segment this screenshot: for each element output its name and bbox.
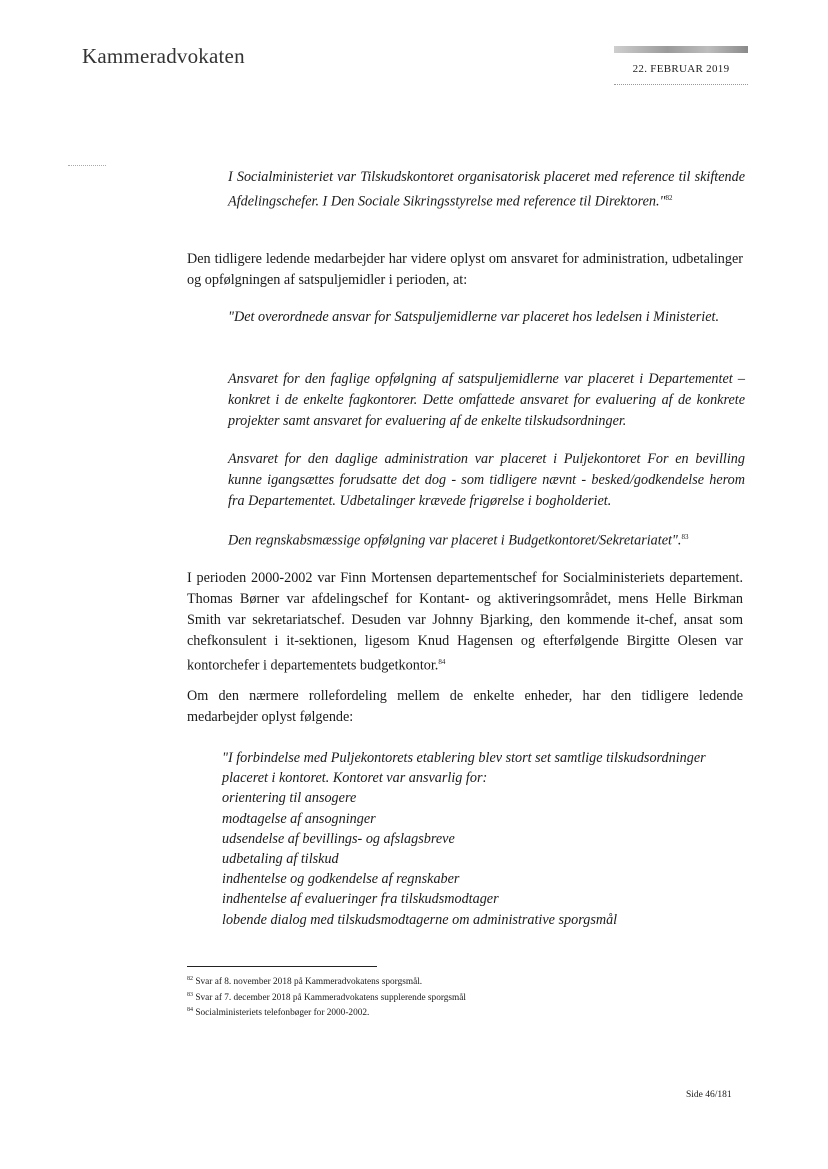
- date-rule: [614, 84, 748, 85]
- quote-2-paragraph-3: Ansvaret for den daglige administration var placeret i Puljekontoret For en bevilling kunne igangsættes forudsatte det dog - som tidligere nævnt - besked/godkendelse herom fra Departementet. Udbetalinger krævede frigørelse i bogholderiet.: [228, 451, 745, 509]
- date-bar: [614, 46, 748, 53]
- paragraph-2: [187, 568, 743, 677]
- footnote-text: Socialministeriets telefonbøger for 2000-2002.: [195, 1008, 370, 1019]
- list-item: udsendelse af bevillings- og afslagsbreve: [222, 830, 455, 847]
- footnote-separator: [187, 966, 377, 967]
- quote-2-paragraph-1: "Det overordnede ansvar for Satspuljemidlerne var placeret hos ledelsen i Ministeriet.: [228, 309, 719, 325]
- margin-mark: [68, 165, 106, 166]
- footnote-83: [187, 989, 466, 1005]
- quote-2-paragraph-4-text: Den regnskabsmæssige opfølgning var placeret i Budgetkontoret/Sekretariatet".: [228, 532, 682, 549]
- list-item: modtagelse af ansogninger: [222, 810, 376, 827]
- date-block: [614, 46, 748, 85]
- paragraph-3: Om den nærmere rollefordeling mellem de enkelte enheder, har den tidligere ledende medarbejder oplyst følgende:: [187, 688, 743, 725]
- footnotes: [187, 973, 466, 1020]
- list-intro-line-2: placeret i kontoret. Kontoret var ansvarlig for:: [222, 770, 488, 787]
- header-title: Kammeradvokaten: [82, 44, 245, 68]
- footnote-number: 83: [187, 991, 193, 998]
- list-item: indhentelse af evalueringer fra tilskudsmodtager: [222, 891, 499, 908]
- quote-2-paragraph-4: [228, 527, 745, 552]
- footnote-ref-84: 84: [438, 658, 446, 666]
- list-intro-line-1: "I forbindelse med Puljekontorets etablering blev stort set samtlige tilskudsordninger: [222, 750, 706, 766]
- list-item: lobende dialog med tilskudsmodtagerne om administrative sporgsmål: [222, 911, 618, 928]
- list-item: indhentelse og godkendelse af regnskaber: [222, 871, 460, 888]
- footnote-number: 84: [187, 1007, 193, 1014]
- paragraph-1: Den tidligere ledende medarbejder har videre oplyst om ansvaret for administration, udbetalinger og opfølgningen af satspuljemidler i perioden, at:: [187, 251, 743, 288]
- list-item: orientering til ansogere: [222, 790, 357, 807]
- paragraph-2-text: I perioden 2000-2002 var Finn Mortensen departementschef for Socialministeriets departement. Thomas Børner var afdelingschef for Kontant- og aktiveringsområdet, mens Helle Birkman Smith var sekretariatschef. Desuden var Johnny Bjarking, den kommende it-chef, ansat som chefkonsulent i it-sektionen, ligesom Knud Hagensen og efterfølgende Birgitte Olesen var kontorchefer i departementets budgetkontor.: [187, 570, 743, 674]
- quote-list-block: [222, 748, 762, 930]
- footnote-text: Svar af 8. november 2018 på Kammeradvokatens sporgsmål.: [195, 977, 423, 988]
- footnote-text: Svar af 7. december 2018 på Kammeradvokatens supplerende sporgsmål: [195, 992, 466, 1003]
- footnote-ref-82: 82: [665, 194, 673, 202]
- quote-2-paragraph-2: Ansvaret for den faglige opfølgning af satspuljemidlerne var placeret i Departementet – konkret i de enkelte fagkontorer. Dette omfattede ansvaret for evaluering af de konkrete projekter samt ansvaret for evaluering af de enkelte tilskudsordninger.: [228, 371, 745, 429]
- footnote-84: [187, 1004, 466, 1020]
- quote-1-text: I Socialministeriet var Tilskudskontoret organisatorisk placeret med reference til skiftende Afdelingschefer. I Den Sociale Sikringsstyrelse med reference til Direktoren.": [228, 169, 745, 210]
- footnote-82: [187, 973, 466, 989]
- document-date: 22. FEBRUAR 2019: [632, 63, 730, 75]
- list-item: udbetaling af tilskud: [222, 851, 339, 868]
- footnote-ref-83: 83: [681, 533, 689, 541]
- footnote-number: 82: [187, 976, 193, 982]
- quote-block-1: [228, 167, 745, 213]
- page-number: Side 46/181: [686, 1090, 732, 1100]
